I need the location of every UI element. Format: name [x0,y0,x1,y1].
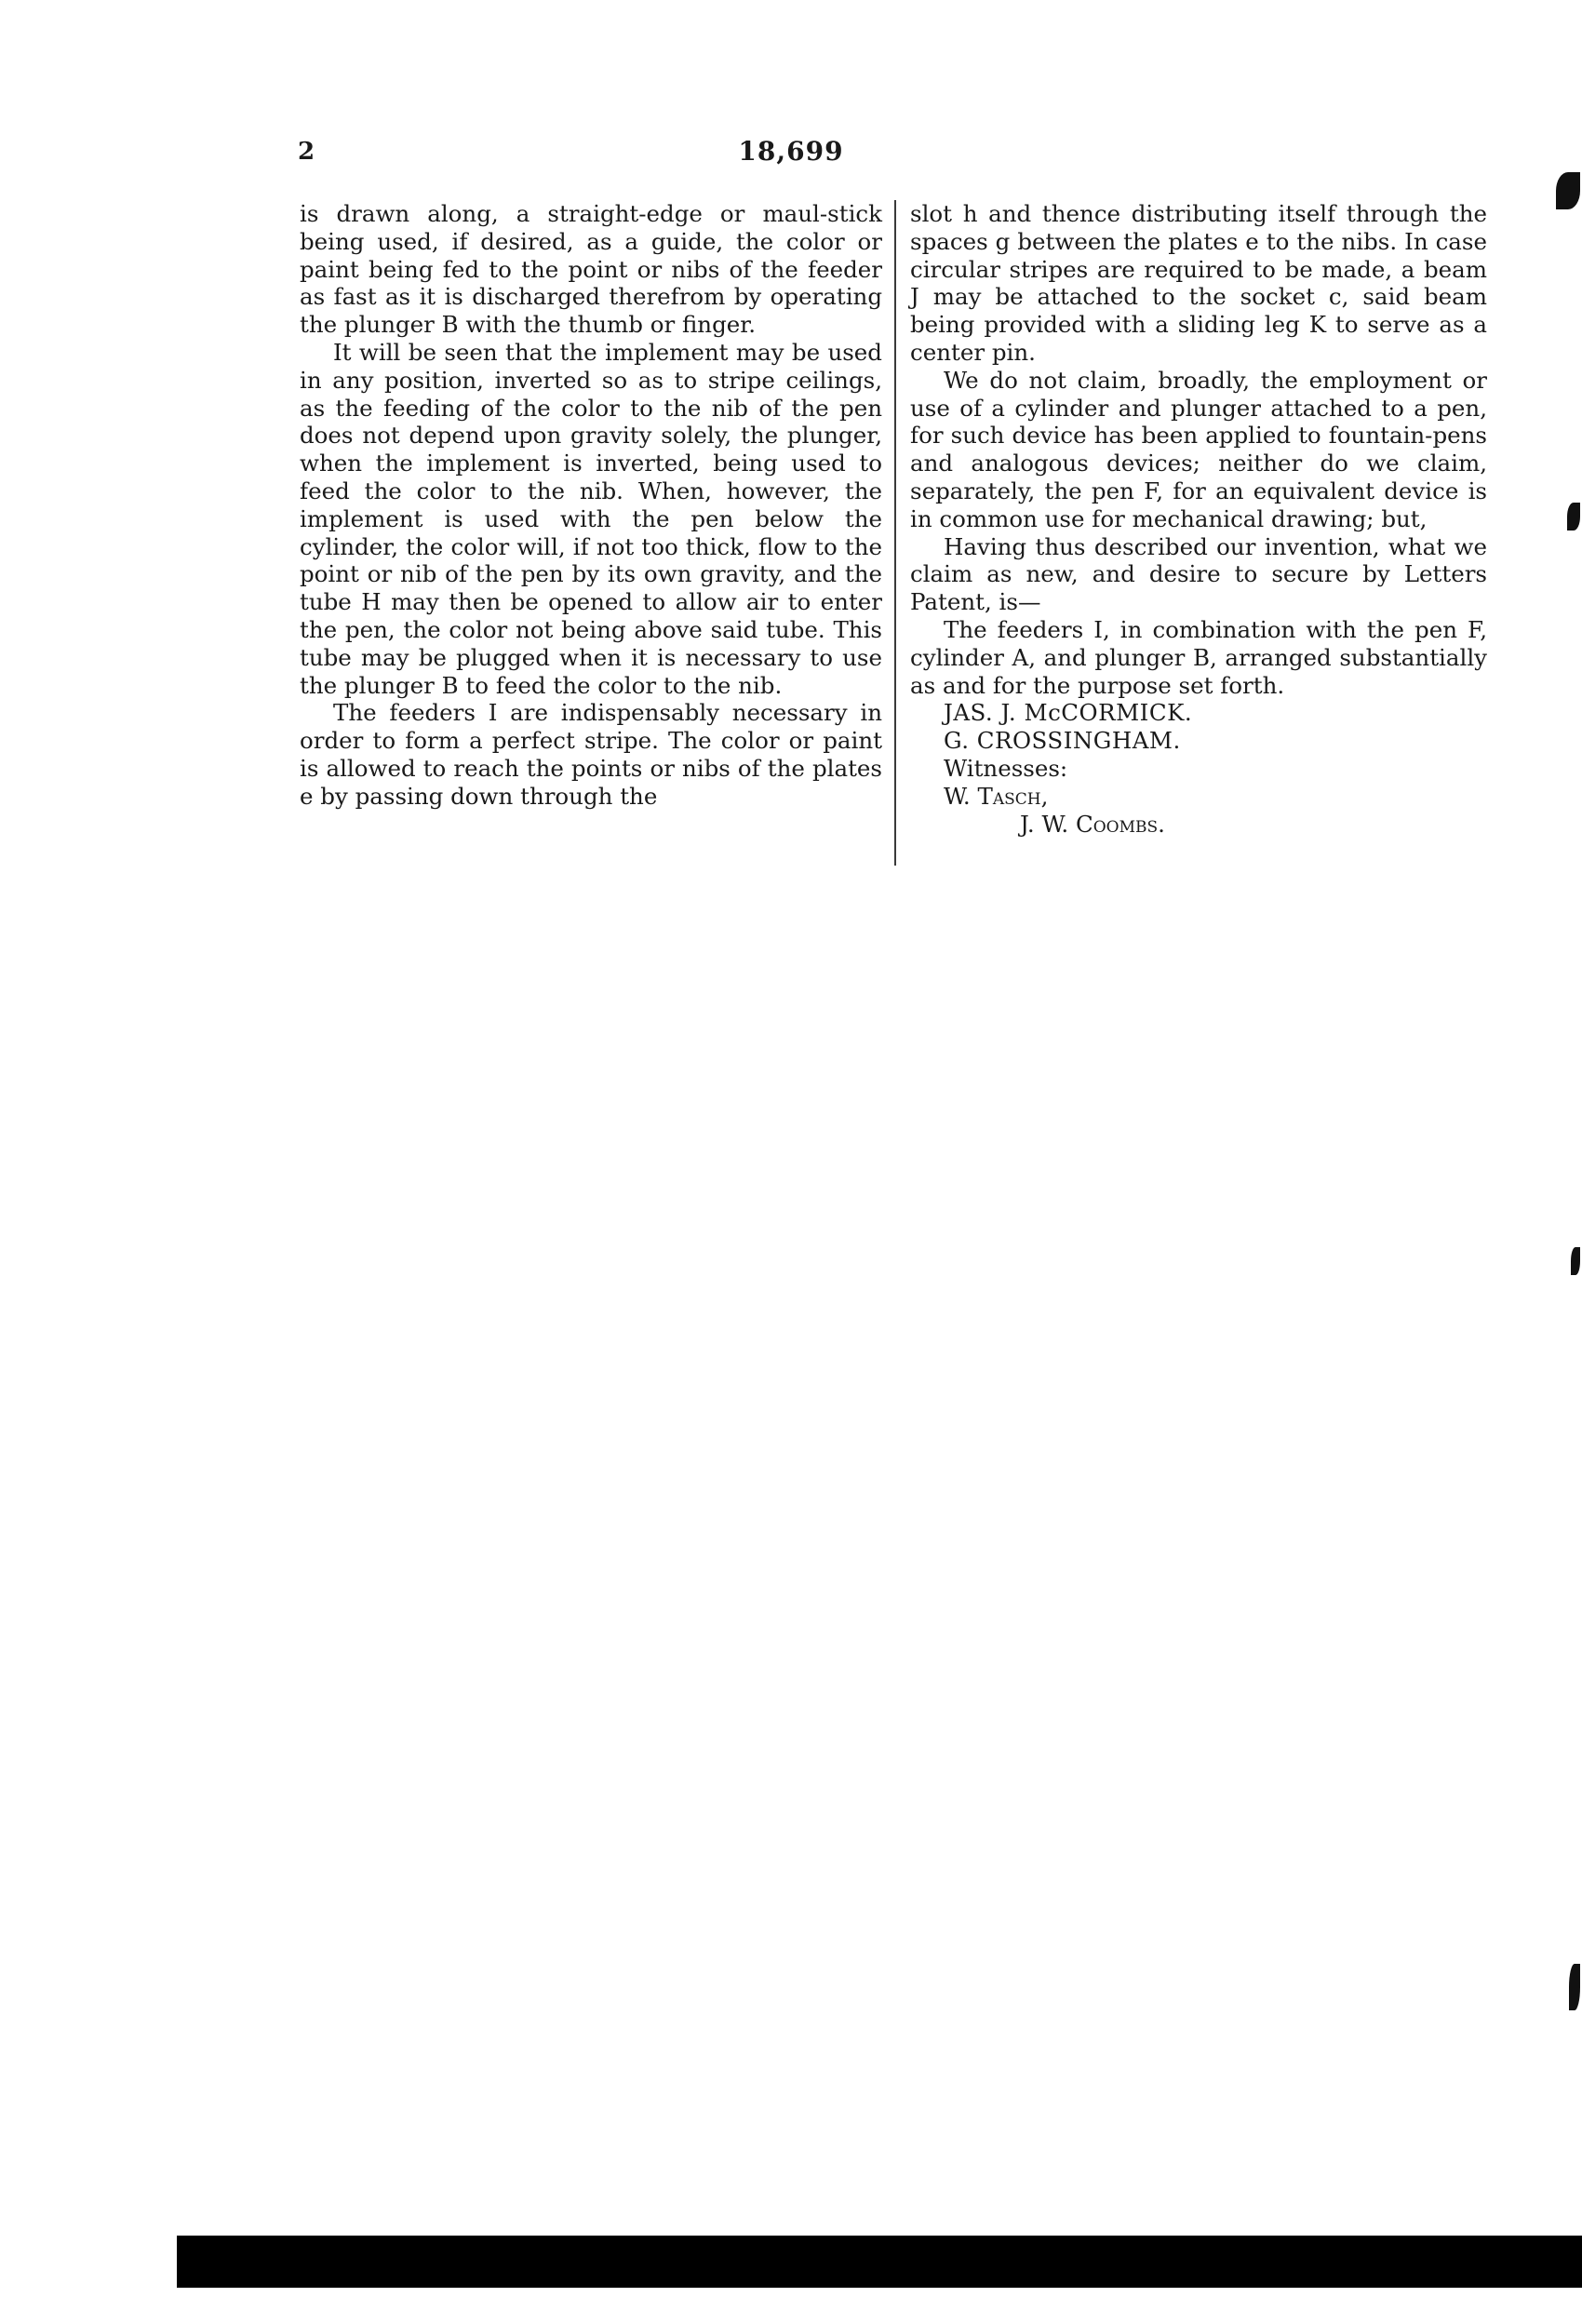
paragraph: Having thus described our invention, what we claim as new, and desire to secure by Letters Patent, is— [910,532,1487,616]
scan-artifact-mark [1567,503,1580,531]
paragraph: We do not claim, broadly, the employment or use of a cylinder and plunger attached to a pen, for such device has been applied to fountain-pens and analogous devices; neither do we claim, separately, the pen F, for an equivalent device is in common use for mechanical drawing; but, [910,366,1487,532]
claim-paragraph: The feeders I, in combination with the pen F, cylinder A, and plunger B, arranged substantially as and for the purpose set forth. [910,615,1487,699]
paragraph: is drawn along, a straight-edge or maul-stick being used, if desired, as a guide, the color or paint being fed to the point or nibs of the feeder as fast as it is discharged therefrom by operating the plunger B with the thumb or finger. [300,200,882,339]
paragraph: The feeders I are indispensably necessary in order to form a perfect stripe. The color or paint is allowed to reach the points or nibs of the plates e by passing down through the [300,699,882,810]
scan-artifact-mark [1569,1964,1580,2010]
left-column [300,200,882,811]
paragraph: slot h and thence distributing itself through the spaces g between the plates e to the nibs. In case circular stripes are required to be made, a beam J may be attached to the socket c, said beam being provided with a sliding leg K to serve as a center pin. [910,200,1487,366]
scan-bottom-border [177,2236,1582,2288]
paragraph: It will be seen that the implement may be used in any position, inverted so as to stripe ceilings, as the feeding of the color to the nib of the pen does not depend upon gravity solely, the plunger, when the implement is inverted, being used to feed the color to the nib. When, however, the implement is used with the pen below the cylinder, the color will, if not too thick, flow to the point or nib of the pen by its own gravity, and the tube H may then be opened to allow air to enter the pen, the color not being above said tube. This tube may be plugged when it is necessary to use the plunger B to feed the color to the nib. [300,338,882,699]
scan-artifact-mark [1571,1247,1580,1275]
witness-name: J. W. Coombs. [1020,810,1165,838]
signature: JAS. J. McCORMICK. [944,699,1193,727]
witnesses-label: Witnesses: [944,754,1068,782]
right-column [910,200,1487,838]
witness-name: W. Tasch, [944,782,1049,810]
page-number: 2 [298,138,315,166]
patent-number: 18,699 [738,136,844,167]
signature: G. CROSSINGHAM. [944,727,1181,755]
column-divider [894,200,896,866]
scan-artifact-mark [1556,172,1580,209]
